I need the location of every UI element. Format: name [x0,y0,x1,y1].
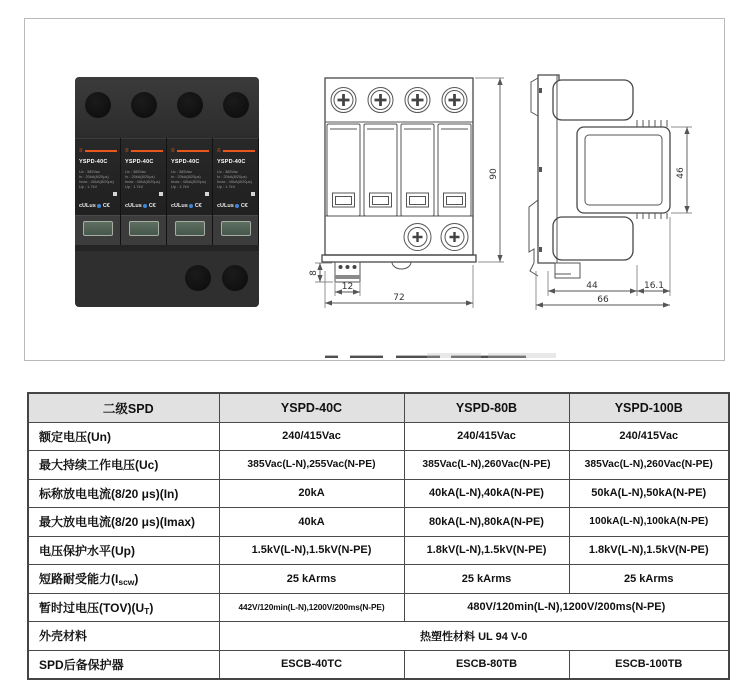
screw-icon [404,224,468,251]
spec-value: 25 kArms [569,565,729,594]
brand-glyph: ≡ [79,148,83,154]
spec-value: 385Vac(L-N),260Vac(N-PE) [569,451,729,480]
table-row [28,650,729,679]
spec-line: Up : 1.7kV [125,184,144,190]
table-row [28,422,729,451]
ul-mark-icon: cULus [125,203,142,209]
dimension-label: 72 [393,293,405,303]
spec-value: 240/415Vac [569,422,729,451]
dimension-label: 16.1 [643,281,665,291]
module-model-label: YSPD-40C [171,159,200,165]
brand-glyph: ≡ [125,148,129,154]
spec-value: 1.8kV(L-N),1.5kV(N-PE) [404,536,569,565]
spec-line: Up : 1.7kV [79,184,98,190]
row-label: 额定电压(Un) [28,422,219,451]
technical-drawings [25,19,724,358]
spec-value: 40kA(L-N),40kA(N-PE) [404,479,569,508]
dimension-label: 8 [309,270,319,276]
spec-line: In : 20kA(8/20μs) [79,174,109,180]
watermark-remnant-icon [325,353,556,358]
table-row [28,536,729,565]
spec-value: ESCB-80TB [404,650,569,679]
col-header-yspd-100b: YSPD-100B [569,393,729,422]
dimension-label: 12 [341,282,354,292]
module-model-label: YSPD-40C [217,159,246,165]
ce-mark-icon: C€ [240,203,248,209]
row-label: 标称放电电流(8/20 μs)(In) [28,479,219,508]
table-row [28,451,729,480]
spec-line: Imax : 40kA(8/20μs) [125,179,160,185]
spec-value: 1.5kV(L-N),1.5kV(N-PE) [219,536,404,565]
spec-value: 100kA(L-N),100kA(N-PE) [569,508,729,537]
product-image-panel [24,18,725,361]
module-model-label: YSPD-40C [125,159,154,165]
spec-line: Up : 1.7kV [217,184,236,190]
table-row [28,479,729,508]
spec-value: 20kA [219,479,404,508]
dimension-label: 66 [597,295,609,305]
spec-line: Imax : 40kA(8/20μs) [79,179,114,185]
ul-mark-icon: cULus [171,203,188,209]
col-header-spd-level: 二级SPD [28,393,219,422]
table-row [28,593,729,622]
spec-value: 240/415Vac [404,422,569,451]
spec-line: Up : 1.7kV [171,184,190,190]
col-header-yspd-40c: YSPD-40C [219,393,404,422]
spec-line: Uc : 385Vac [217,169,238,174]
spec-line: In : 20kA(8/20μs) [125,174,155,180]
table-row [28,565,729,594]
spec-value: 1.8kV(L-N),1.5kV(N-PE) [569,536,729,565]
ul-mark-icon: cULus [217,203,234,209]
spec-value: 240/415Vac [219,422,404,451]
spec-line: Uc : 385Vac [79,169,100,174]
spec-value: 50kA(L-N),50kA(N-PE) [569,479,729,508]
spec-value: ESCB-100TB [569,650,729,679]
spec-value: 25 kArms [219,565,404,594]
ce-mark-icon: C€ [148,203,156,209]
spec-value: 25 kArms [404,565,569,594]
front-view-drawing [309,78,504,308]
module-front-outline [327,124,471,216]
spec-line: Uc : 385Vac [125,169,146,174]
row-label: 暂时过电压$(TOV)(U_T)$ [28,593,219,622]
module-model-label: YSPD-40C [79,159,108,165]
ul-mark-icon: cULus [79,203,96,209]
spec-value: 442V/120min(L-N),1200V/200ms(N-PE) [219,593,404,622]
table-row [28,622,729,651]
spec-line: In : 20kA(8/20μs) [217,174,247,180]
spec-line: In : 20kA(8/20μs) [171,174,201,180]
spec-value: 480V/120min(L-N),1200V/200ms(N-PE) [404,593,729,622]
spec-value: 385Vac(L-N),255Vac(N-PE) [219,451,404,480]
row-label: 最大持续工作电压(Uc) [28,451,219,480]
brand-glyph: ≡ [217,148,221,154]
row-label: 电压保护水平(Up) [28,536,219,565]
spec-value: 385Vac(L-N),260Vac(N-PE) [404,451,569,480]
spec-line: Imax : 40kA(8/20μs) [217,179,252,185]
brand-glyph: ≡ [171,148,175,154]
spec-value: ESCB-40TC [219,650,404,679]
spec-value: 40kA [219,508,404,537]
row-label: 外壳材料 [28,622,219,651]
dimension-label: 46 [676,167,686,179]
side-view-drawing [529,75,692,310]
col-header-yspd-80b: YSPD-80B [404,393,569,422]
spec-line: Uc : 385Vac [171,169,192,174]
row-label: 短路耐受能力$(I_{scw})$ [28,565,219,594]
ce-mark-icon: C€ [102,203,110,209]
screw-icon [331,88,467,113]
spec-value: 80kA(L-N),80kA(N-PE) [404,508,569,537]
table-header-row [28,393,729,422]
dimension-label: 44 [586,281,598,291]
dimension-label: 90 [489,168,499,180]
spec-line: Imax : 40kA(8/20μs) [171,179,206,185]
spec-value: 热塑性材料 UL 94 V-0 [219,622,729,651]
table-row [28,508,729,537]
row-label: SPD后备保护器 [28,650,219,679]
ce-mark-icon: C€ [194,203,202,209]
row-label: 最大放电电流(8/20 μs)(Imax) [28,508,219,537]
spec-table [27,392,730,680]
